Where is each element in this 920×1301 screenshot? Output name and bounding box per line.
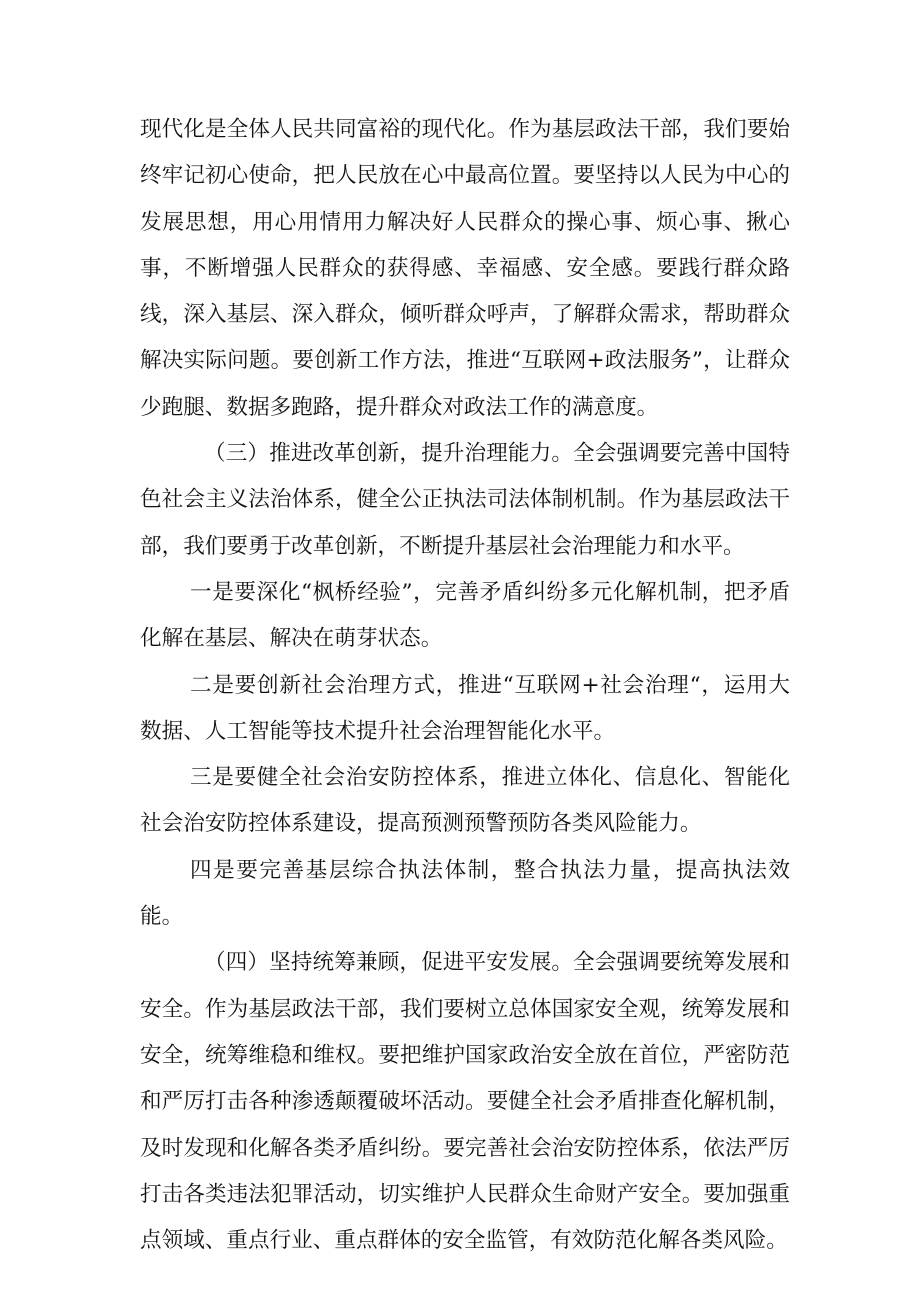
paragraph-point-one: 一是要深化“枫桥经验”，完善矛盾纠纷多元化解机制，把矛盾化解在基层、解决在萌芽状态。 bbox=[140, 579, 790, 652]
paragraph-point-four: 四是要完善基层综合执法体制，整合执法力量，提高执法效能。 bbox=[140, 857, 790, 930]
paragraph-section-four: （四）坚持统筹兼顾，促进平安发展。全会强调要统筹发展和安全。作为基层政法干部，我们要树立总体国家安全观，统筹发展和安全，统筹维稳和维权。要把维护国家政治安全放在首位，严密防范和严厉打击各种渗透颠覆破坏活动。要健全社会矛盾排查化解机制，及时发现和化解各类矛盾纠纷。要完善社会治安防控体系，依法严厉打击各类违法犯罪活动，切实维护人民群众生命财产安全。要加强重点领域、重点行业、重点群体的安全监管，有效防范化解各类风险。 bbox=[140, 950, 790, 1254]
paragraph-section-three: （三）推进改革创新，提升治理能力。全会强调要完善中国特色社会主义法治体系，健全公正执法司法体制机制。作为基层政法干部，我们要勇于改革创新，不断提升基层社会治理能力和水平。 bbox=[140, 441, 790, 559]
paragraph-point-three: 三是要健全社会治安防控体系，推进立体化、信息化、智能化社会治安防控体系建设，提高预测预警预防各类风险能力。 bbox=[140, 765, 790, 837]
paragraph-point-two: 二是要创新社会治理方式，推进“互联网+社会治理“，运用大数据、人工智能等技术提升社会治理智能化水平。 bbox=[140, 672, 790, 744]
document-body bbox=[140, 107, 790, 1264]
paragraph-continuation: 现代化是全体人民共同富裕的现代化。作为基层政法干部，我们要始终牢记初心使命，把人民放在心中最高位置。要坚持以人民为中心的发展思想，用心用情用力解决好人民群众的操心事、烦心事、揪心事，不断增强人民群众的获得感、幸福感、安全感。要践行群众路线，深入基层、深入群众，倾听群众呼声，了解群众需求，帮助群众解决实际问题。要创新工作方法，推进“互联网+政法服务”，让群众少跑腿、数据多跑路，提升群众对政法工作的满意度。 bbox=[140, 117, 790, 420]
